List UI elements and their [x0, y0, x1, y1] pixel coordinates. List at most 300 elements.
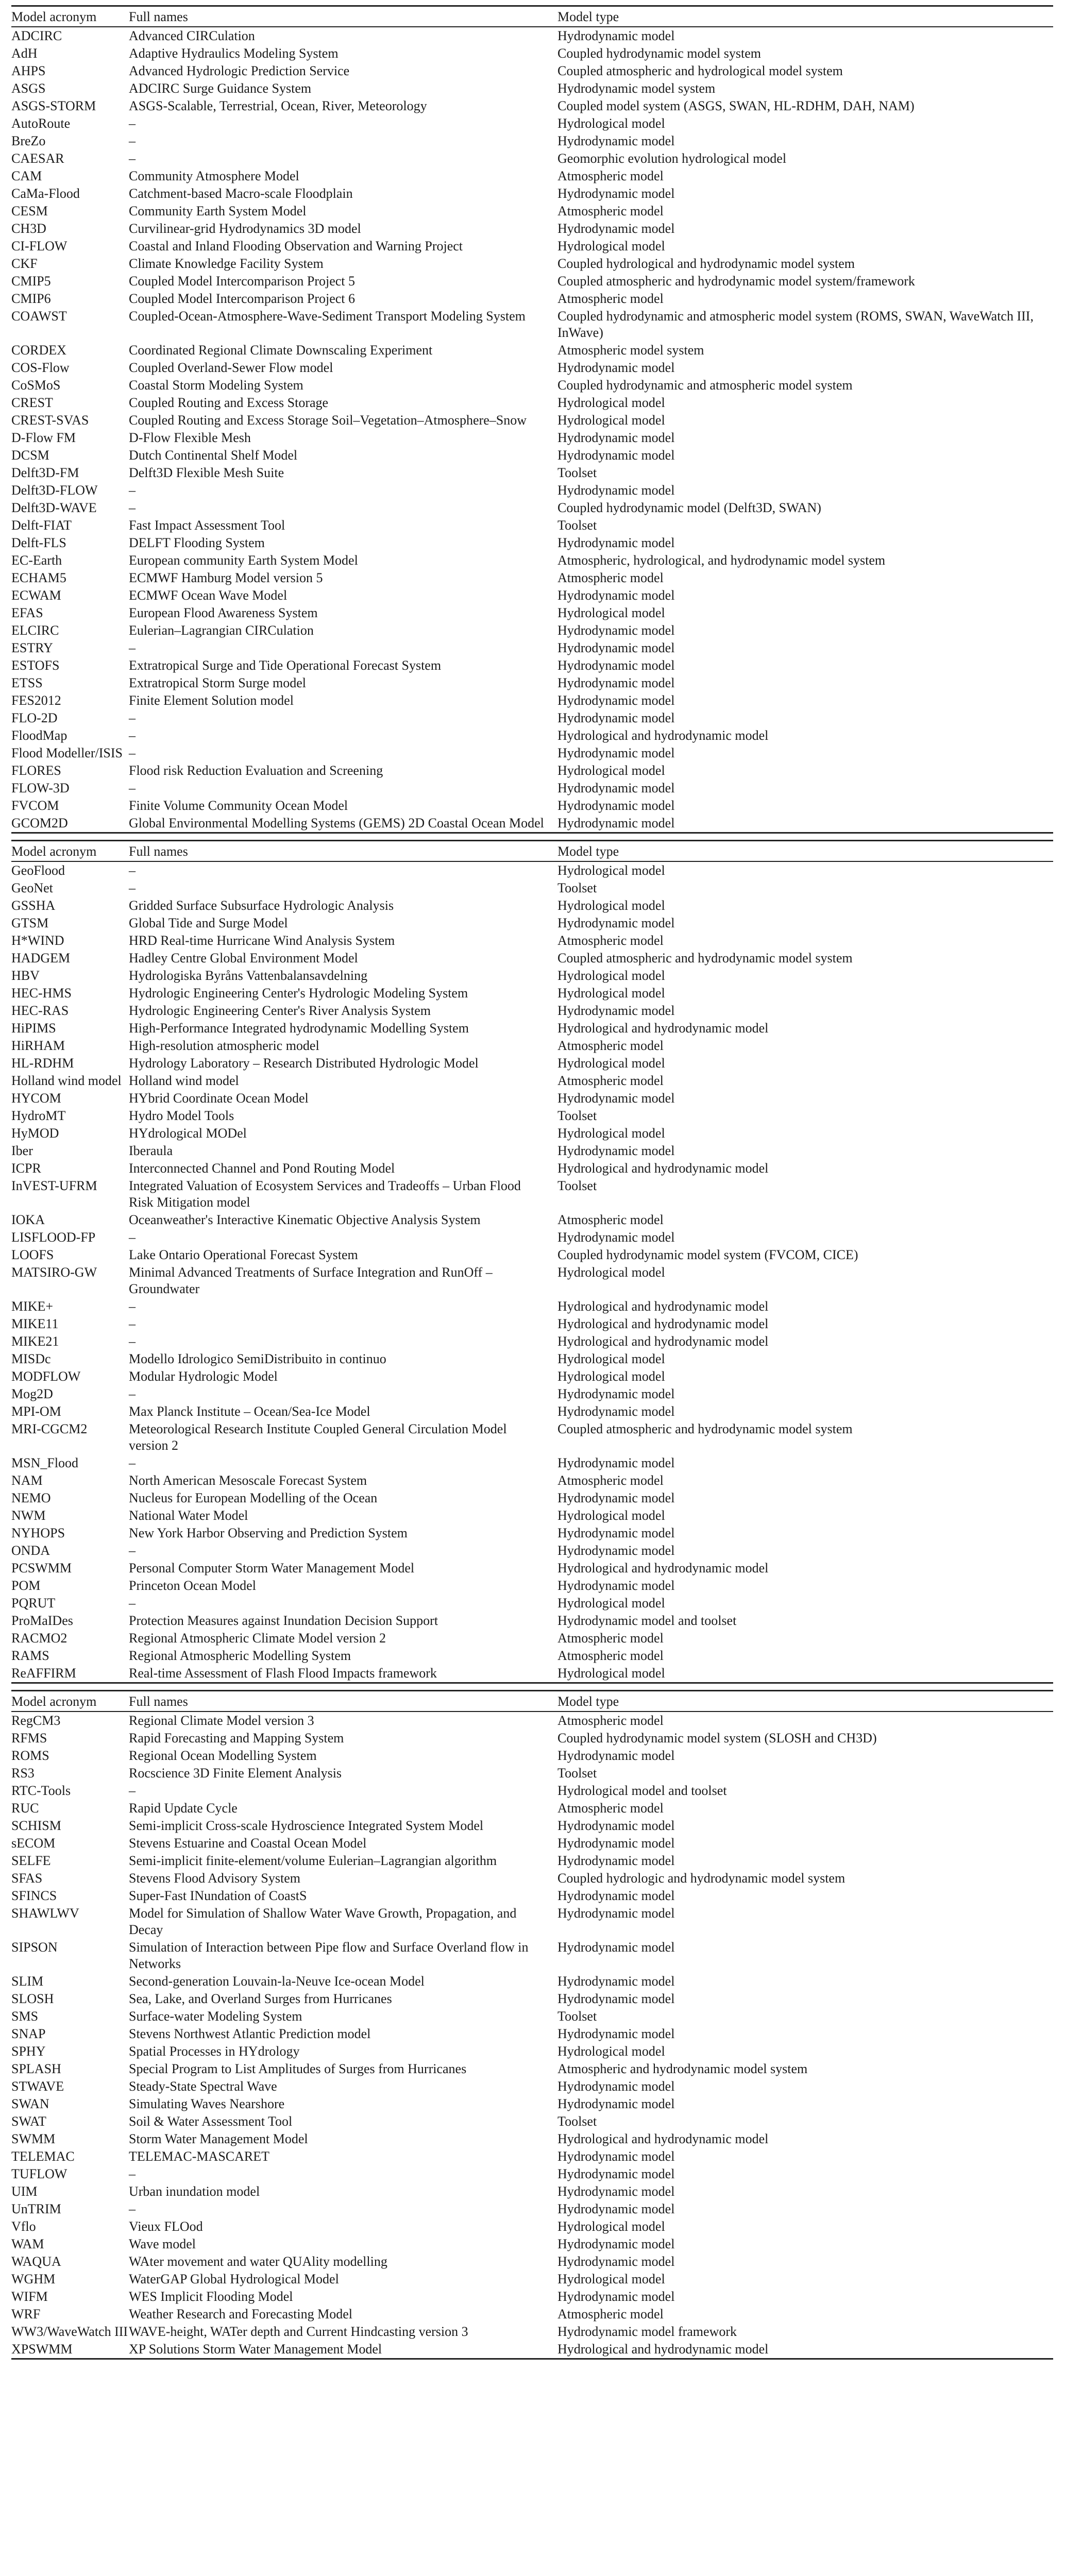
model-full-name: –: [129, 1543, 136, 1558]
table-row: [11, 1385, 1053, 1403]
model-acronym: HydroMT: [11, 1108, 66, 1123]
table-row: [11, 1630, 1053, 1647]
model-type: Hydrodynamic model: [557, 745, 675, 760]
model-full-name: Iberaula: [129, 1143, 173, 1158]
model-acronym: ONDA: [11, 1543, 50, 1558]
model-full-name: ECMWF Ocean Wave Model: [129, 588, 288, 603]
model-full-name: Steady-State Spectral Wave: [129, 2079, 277, 2094]
model-acronym: GTSM: [11, 916, 49, 930]
model-type: Toolset: [557, 880, 597, 895]
model-full-name: Global Environmental Modelling Systems (GEMS) 2D Coastal Ocean Model: [129, 815, 557, 833]
table-row: [11, 2165, 1053, 2183]
model-type: Hydrodynamic model: [557, 1404, 675, 1419]
model-full-name: Oceanweather's Interactive Kinematic Objective Analysis System: [129, 1212, 481, 1227]
model-tables: [0, 5, 1065, 2360]
model-acronym: SCHISM: [11, 1818, 61, 1833]
model-full-name: TELEMAC-MASCARET: [129, 2149, 269, 2164]
model-type: Hydrodynamic model: [557, 2289, 675, 2304]
model-acronym: HEC-HMS: [11, 986, 72, 1001]
model-full-name: –: [129, 1299, 136, 1314]
model-type: Hydrological model: [557, 1265, 665, 1280]
model-full-name: XP Solutions Storm Water Management Model: [129, 2341, 557, 2359]
model-type: Atmospheric model: [557, 291, 664, 306]
model-acronym: Delft3D-FM: [11, 465, 79, 480]
model-type: Atmospheric model: [557, 2307, 664, 2321]
table-row: [11, 377, 1053, 394]
model-type: Hydrological and hydrodynamic model: [557, 728, 769, 743]
model-full-name: Sea, Lake, and Overland Surges from Hurricanes: [129, 1991, 392, 2006]
model-type: Hydrodynamic model and toolset: [557, 1613, 737, 1628]
model-acronym: SIPSON: [11, 1940, 58, 1955]
model-full-name: –: [129, 116, 136, 131]
model-type: Hydrological model: [557, 968, 665, 983]
model-acronym: LOOFS: [11, 1247, 54, 1262]
model-type: Toolset: [557, 518, 597, 533]
table-row: [11, 2078, 1053, 2095]
table-row: [11, 1730, 1053, 1747]
table-row: [11, 1368, 1053, 1385]
table-row: [11, 1454, 1053, 1472]
table-row: [11, 2148, 1053, 2165]
table-row: [11, 1595, 1053, 1612]
table-row: [11, 499, 1053, 517]
model-type: Hydrological model: [557, 2272, 665, 2286]
model-acronym: NYHOPS: [11, 1526, 65, 1540]
model-type: Hydrological model: [557, 1596, 665, 1611]
model-acronym: SLIM: [11, 1974, 44, 1989]
table-row: [11, 1747, 1053, 1765]
model-type: Hydrological model: [557, 605, 665, 620]
model-acronym: IOKA: [11, 1212, 45, 1227]
model-full-name: Finite Volume Community Ocean Model: [129, 798, 348, 813]
model-type: Coupled atmospheric and hydrodynamic model system: [557, 1421, 853, 1436]
model-full-name: New York Harbor Observing and Prediction System: [129, 1526, 408, 1540]
model-full-name: Semi-implicit Cross-scale Hydroscience Integrated System Model: [129, 1818, 484, 1833]
model-acronym: NEMO: [11, 1490, 51, 1505]
table-row: [11, 2043, 1053, 2060]
model-full-name: WES Implicit Flooding Model: [129, 2289, 293, 2304]
model-full-name: –: [129, 1334, 136, 1349]
table-row: [11, 2113, 1053, 2130]
model-acronym: FVCOM: [11, 798, 59, 813]
table-row: [11, 967, 1053, 985]
model-acronym: CORDEX: [11, 343, 66, 358]
table-row: [11, 1489, 1053, 1507]
model-acronym: GSSHA: [11, 898, 56, 913]
model-type: Toolset: [557, 2114, 597, 2129]
table-header-row: [11, 6, 1053, 27]
table-row: [11, 709, 1053, 727]
model-full-name: Protection Measures against Inundation Decision Support: [129, 1613, 438, 1628]
model-acronym: ESTOFS: [11, 658, 60, 673]
model-acronym: WIFM: [11, 2289, 48, 2304]
model-acronym: COAWST: [11, 309, 67, 324]
model-type: Hydrological model: [557, 413, 665, 428]
model-full-name: Adaptive Hydraulics Modeling System: [129, 46, 339, 61]
table-row: [11, 950, 1053, 967]
model-acronym: InVEST-UFRM: [11, 1178, 97, 1193]
model-type: Coupled hydrodynamic model system: [557, 46, 762, 61]
model-full-name: –: [129, 1386, 136, 1401]
table-row: [11, 1403, 1053, 1420]
table-row: [11, 359, 1053, 377]
table-row: [11, 1350, 1053, 1368]
model-full-name: –: [129, 151, 136, 166]
model-acronym: ELCIRC: [11, 623, 59, 638]
model-acronym: MATSIRO-GW: [11, 1265, 97, 1280]
model-type: Hydrodynamic model: [557, 1578, 675, 1593]
table-row: [11, 2130, 1053, 2148]
model-acronym: Delft3D-WAVE: [11, 500, 97, 515]
table-row: [11, 1939, 1053, 1973]
model-table: [11, 840, 1053, 1684]
model-type: Hydrological model: [557, 986, 665, 1001]
model-full-name: Community Earth System Model: [129, 204, 307, 218]
table-row: [11, 482, 1053, 499]
model-full-name: –: [129, 640, 136, 655]
model-acronym: GeoNet: [11, 880, 53, 895]
model-type: Hydrological model: [557, 1126, 665, 1141]
model-full-name: Flood risk Reduction Evaluation and Screening: [129, 763, 383, 778]
model-full-name: –: [129, 1783, 136, 1798]
model-type: Geomorphic evolution hydrological model: [557, 151, 787, 166]
table-row: [11, 132, 1053, 150]
model-acronym: WGHM: [11, 2272, 56, 2286]
model-type: Hydrodynamic model: [557, 1940, 675, 1955]
model-full-name: –: [129, 1230, 136, 1245]
model-type: Hydrodynamic model: [557, 1543, 675, 1558]
model-full-name: –: [129, 483, 136, 498]
header-acronym: Model acronym: [11, 841, 129, 862]
model-full-name: Rapid Forecasting and Mapping System: [129, 1731, 344, 1745]
model-type: Hydrological and hydrodynamic model: [557, 1161, 769, 1176]
model-type: Coupled hydrodynamic model system (FVCOM, CICE): [557, 1247, 858, 1262]
model-type: Hydrological and hydrodynamic model: [557, 2131, 769, 2146]
model-full-name: Finite Element Solution model: [129, 693, 294, 708]
model-type: Hydrodynamic model: [557, 2149, 675, 2164]
table-row: [11, 2200, 1053, 2218]
model-full-name: Eulerian–Lagrangian CIRCulation: [129, 623, 314, 638]
model-full-name: –: [129, 710, 136, 725]
model-type: Hydrological model: [557, 2219, 665, 2234]
model-full-name: Extratropical Surge and Tide Operational Forecast System: [129, 658, 442, 673]
table-row: [11, 1800, 1053, 1817]
model-full-name: European Flood Awareness System: [129, 605, 318, 620]
header-full-names: Full names: [129, 841, 557, 862]
model-acronym: SLOSH: [11, 1991, 54, 2006]
table-row: [11, 1835, 1053, 1852]
table-row: [11, 2306, 1053, 2323]
model-full-name: North American Mesoscale Forecast System: [129, 1473, 367, 1488]
model-type: Hydrodynamic model: [557, 1091, 675, 1106]
table-row: [11, 342, 1053, 359]
model-full-name: Simulation of Interaction between Pipe flow and Surface Overland flow in Networks: [129, 1940, 529, 1971]
table-row: [11, 45, 1053, 62]
model-full-name: Rocscience 3D Finite Element Analysis: [129, 1766, 342, 1781]
table-row: [11, 1229, 1053, 1246]
model-acronym: AutoRoute: [11, 116, 71, 131]
header-acronym: Model acronym: [11, 1691, 129, 1712]
table-row: [11, 2235, 1053, 2253]
model-full-name: WaterGAP Global Hydrological Model: [129, 2272, 339, 2286]
model-full-name: Coupled Overland-Sewer Flow model: [129, 360, 333, 375]
model-type: Hydrodynamic model: [557, 623, 675, 638]
model-type: Hydrological and hydrodynamic model: [557, 1334, 769, 1349]
table-row: [11, 2288, 1053, 2306]
model-type: Coupled hydrological and hydrodynamic model system: [557, 256, 855, 271]
table-row: [11, 167, 1053, 185]
model-full-name: –: [129, 2201, 136, 2216]
table-row: [11, 429, 1053, 447]
model-full-name: Real-time Assessment of Flash Flood Impacts framework: [129, 1665, 557, 1683]
model-full-name: D-Flow Flexible Mesh: [129, 430, 251, 445]
table-row: [11, 1160, 1053, 1177]
model-acronym: ICPR: [11, 1161, 41, 1176]
model-acronym: TUFLOW: [11, 2166, 67, 2181]
model-type: Hydrological model: [557, 763, 665, 778]
table-row: [11, 552, 1053, 569]
table-row: [11, 985, 1053, 1002]
table-row: [11, 897, 1053, 914]
model-acronym: RUC: [11, 1801, 39, 1816]
model-acronym: ADCIRC: [11, 28, 62, 43]
table-row: [11, 185, 1053, 202]
table-header-row: [11, 1691, 1053, 1712]
model-type: Atmospheric model: [557, 1648, 664, 1663]
model-type: Hydrodynamic model: [557, 186, 675, 201]
model-type: Atmospheric model: [557, 570, 664, 585]
model-acronym: ETSS: [11, 675, 43, 690]
table-row: [11, 2323, 1053, 2341]
model-full-name: Storm Water Management Model: [129, 2131, 308, 2146]
table-row: [11, 1990, 1053, 2008]
model-type: Hydrodynamic model: [557, 28, 675, 43]
header-model-type: Model type: [557, 1691, 1053, 1712]
model-type: Hydrodynamic model: [557, 448, 675, 463]
table-row: [11, 727, 1053, 744]
model-type: Hydrodynamic model: [557, 2079, 675, 2094]
table-row: [11, 1542, 1053, 1560]
model-full-name: Modular Hydrologic Model: [129, 1369, 278, 1384]
model-full-name: Princeton Ocean Model: [129, 1578, 256, 1593]
model-acronym: CESM: [11, 204, 48, 218]
model-full-name: Coastal and Inland Flooding Observation and Warning Project: [129, 239, 463, 253]
model-full-name: DELFT Flooding System: [129, 535, 265, 550]
model-full-name: Hadley Centre Global Environment Model: [129, 951, 358, 965]
table-row: [11, 1665, 1053, 1683]
model-acronym: MIKE+: [11, 1299, 54, 1314]
table-row: [11, 290, 1053, 308]
model-full-name: –: [129, 781, 136, 795]
model-full-name: Personal Computer Storm Water Management Model: [129, 1561, 415, 1575]
table-row: [11, 1125, 1053, 1142]
model-full-name: Holland wind model: [129, 1073, 239, 1088]
table-header-row: [11, 841, 1053, 862]
model-type: Atmospheric model: [557, 1473, 664, 1488]
header-model-type: Model type: [557, 841, 1053, 862]
table-row: [11, 797, 1053, 815]
table-row: [11, 1177, 1053, 1211]
table-row: [11, 80, 1053, 97]
table-row: [11, 1870, 1053, 1887]
model-type: Toolset: [557, 1178, 597, 1193]
model-type: Hydrological model: [557, 1369, 665, 1384]
model-type: Hydrodynamic model: [557, 2254, 675, 2269]
table-row: [11, 1711, 1053, 1730]
model-type: Hydrodynamic model: [557, 693, 675, 708]
model-acronym: AdH: [11, 46, 38, 61]
table-row: [11, 692, 1053, 709]
table-row: [11, 394, 1053, 412]
model-acronym: LISFLOOD-FP: [11, 1230, 96, 1245]
model-type: Hydrodynamic model: [557, 815, 1053, 833]
model-acronym: Delft-FIAT: [11, 518, 72, 533]
table-row: [11, 622, 1053, 639]
model-acronym: RegCM3: [11, 1713, 61, 1728]
model-acronym: SMS: [11, 2009, 39, 2024]
table-row: [11, 97, 1053, 115]
model-full-name: Soil & Water Assessment Tool: [129, 2114, 293, 2129]
model-acronym: CH3D: [11, 221, 46, 236]
model-full-name: –: [129, 728, 136, 743]
model-type: Coupled atmospheric and hydrological model system: [557, 63, 843, 78]
model-full-name: WAVE-height, WATer depth and Current Hindcasting version 3: [129, 2324, 468, 2339]
model-acronym: Mog2D: [11, 1386, 53, 1401]
model-type: Hydrodynamic model: [557, 360, 675, 375]
model-full-name: Simulating Waves Nearshore: [129, 2096, 285, 2111]
model-type: Hydrological model: [557, 116, 665, 131]
model-full-name: Advanced Hydrologic Prediction Service: [129, 63, 350, 78]
model-type: Hydrodynamic model: [557, 1386, 675, 1401]
model-acronym: WRF: [11, 2307, 41, 2321]
model-acronym: STWAVE: [11, 2079, 64, 2094]
model-full-name: Extratropical Storm Surge model: [129, 675, 306, 690]
model-acronym: CaMa-Flood: [11, 186, 80, 201]
table-row: [11, 815, 1053, 833]
model-type: Hydrological and hydrodynamic model: [557, 1561, 769, 1575]
model-full-name: Hydrologic Engineering Center's Hydrologic Modeling System: [129, 986, 468, 1001]
model-type: Hydrodynamic model: [557, 2201, 675, 2216]
model-full-name: Urban inundation model: [129, 2184, 260, 2199]
table-row: [11, 1142, 1053, 1160]
table-row: [11, 238, 1053, 255]
model-type: Hydrological model: [557, 863, 665, 878]
table-row: [11, 1072, 1053, 1090]
model-type: Hydrological and hydrodynamic model: [557, 1299, 769, 1314]
model-type: Hydrodynamic model: [557, 1853, 675, 1868]
table-row: [11, 657, 1053, 674]
model-acronym: AHPS: [11, 63, 46, 78]
model-full-name: Interconnected Channel and Pond Routing Model: [129, 1161, 395, 1176]
model-type: Coupled hydrologic and hydrodynamic model system: [557, 1871, 846, 1886]
model-type: Hydrodynamic model: [557, 430, 675, 445]
model-acronym: SHAWLWV: [11, 1906, 79, 1921]
model-full-name: Rapid Update Cycle: [129, 1801, 238, 1816]
model-type: Coupled atmospheric and hydrodynamic model system/framework: [557, 274, 915, 289]
model-acronym: SFINCS: [11, 1888, 57, 1903]
table-row: [11, 62, 1053, 80]
table-row: [11, 1055, 1053, 1072]
model-acronym: WW3/WaveWatch III: [11, 2324, 128, 2339]
table-row: [11, 1037, 1053, 1055]
model-type: Hydrodynamic model: [557, 2236, 675, 2251]
model-acronym: HL-RDHM: [11, 1056, 74, 1071]
model-full-name: Vieux FLOod: [129, 2219, 203, 2234]
model-full-name: Wave model: [129, 2236, 196, 2251]
model-type: Coupled model system (ASGS, SWAN, HL-RDHM, DAH, NAM): [557, 98, 915, 113]
table-row: [11, 914, 1053, 932]
model-full-name: Advanced CIRCulation: [129, 28, 255, 43]
model-acronym: TELEMAC: [11, 2149, 75, 2164]
model-full-name: Hydrology Laboratory – Research Distributed Hydrologic Model: [129, 1056, 479, 1071]
table-row: [11, 1577, 1053, 1595]
model-acronym: DCSM: [11, 448, 49, 463]
model-full-name: Coastal Storm Modeling System: [129, 378, 303, 393]
model-full-name: Max Planck Institute – Ocean/Sea-Ice Model: [129, 1404, 370, 1419]
table-row: [11, 202, 1053, 220]
model-acronym: FLOW-3D: [11, 781, 70, 795]
model-type: Hydrodynamic model: [557, 2096, 675, 2111]
model-full-name: –: [129, 863, 136, 878]
model-acronym: SELFE: [11, 1853, 51, 1868]
model-type: Atmospheric model system: [557, 343, 704, 358]
model-acronym: MIKE21: [11, 1334, 59, 1349]
table-row: [11, 569, 1053, 587]
model-type: Atmospheric and hydrodynamic model system: [557, 2061, 808, 2076]
model-full-name: ECMWF Hamburg Model version 5: [129, 570, 323, 585]
model-acronym: POM: [11, 1578, 41, 1593]
model-acronym: RFMS: [11, 1731, 47, 1745]
model-type: Hydrodynamic model: [557, 1974, 675, 1989]
model-type: Hydrological model: [557, 395, 665, 410]
model-acronym: MPI-OM: [11, 1404, 61, 1419]
table-row: [11, 2183, 1053, 2200]
table-row: [11, 220, 1053, 238]
model-type: Toolset: [557, 465, 597, 480]
model-full-name: Regional Atmospheric Modelling System: [129, 1648, 351, 1663]
model-acronym: NWM: [11, 1508, 46, 1523]
model-type: Hydrological and hydrodynamic model: [557, 2341, 1053, 2359]
model-acronym: CI-FLOW: [11, 239, 67, 253]
header-full-names: Full names: [129, 1691, 557, 1712]
model-acronym: SNAP: [11, 2026, 46, 2041]
model-type: Hydrodynamic model: [557, 1526, 675, 1540]
model-type: Hydrological model: [557, 2044, 665, 2059]
table-row: [11, 1002, 1053, 1020]
model-acronym: RACMO2: [11, 1631, 67, 1646]
model-acronym: FloodMap: [11, 728, 67, 743]
table-row: [11, 1647, 1053, 1665]
model-full-name: Super-Fast INundation of CoastS: [129, 1888, 307, 1903]
model-full-name: Coupled-Ocean-Atmosphere-Wave-Sediment Transport Modeling System: [129, 309, 526, 324]
model-type: Hydrodynamic model: [557, 1906, 675, 1921]
model-full-name: –: [129, 880, 136, 895]
model-acronym: SWMM: [11, 2131, 56, 2146]
model-type: Hydrodynamic model: [557, 798, 675, 813]
model-acronym: NAM: [11, 1473, 43, 1488]
model-full-name: Stevens Flood Advisory System: [129, 1871, 300, 1886]
model-acronym: EFAS: [11, 605, 43, 620]
model-type: Coupled hydrodynamic and atmospheric model system (ROMS, SWAN, WaveWatch III, InWave): [557, 309, 1034, 340]
model-full-name: Model for Simulation of Shallow Water Wave Growth, Propagation, and Decay: [129, 1906, 517, 1937]
model-full-name: –: [129, 1596, 136, 1611]
table-row: [11, 1211, 1053, 1229]
model-acronym: BreZo: [11, 133, 46, 148]
model-type: Atmospheric model: [557, 933, 664, 948]
model-full-name: –: [129, 1455, 136, 1470]
model-acronym: RAMS: [11, 1648, 49, 1663]
model-type: Coupled hydrodynamic model (Delft3D, SWAN): [557, 500, 821, 515]
